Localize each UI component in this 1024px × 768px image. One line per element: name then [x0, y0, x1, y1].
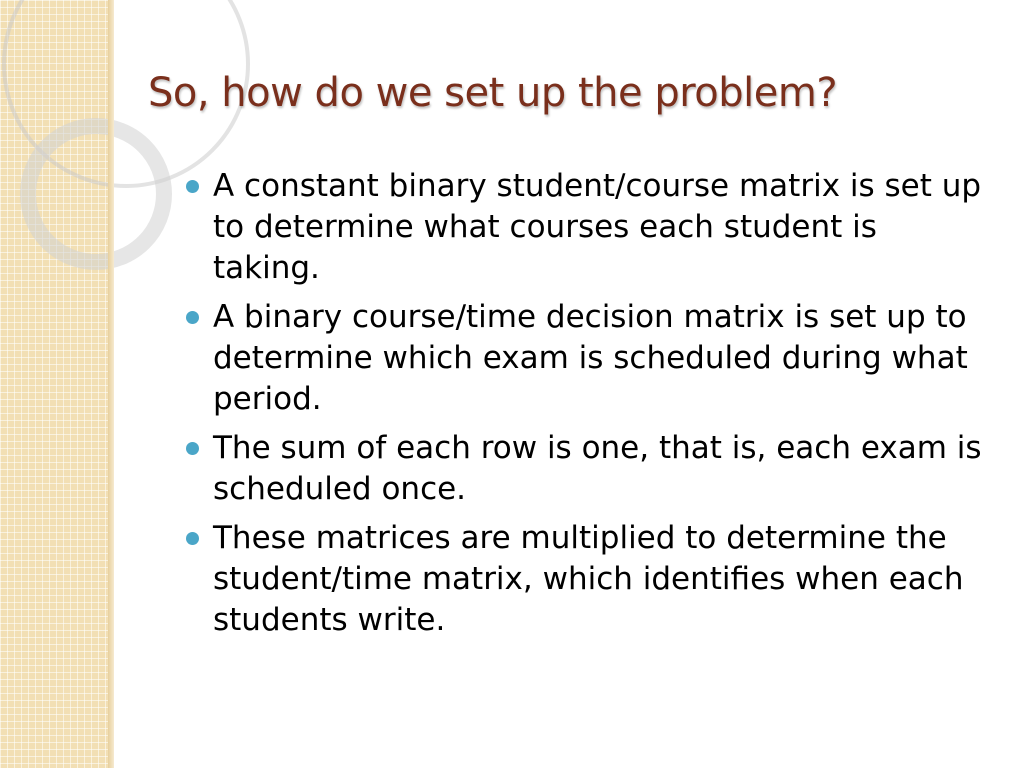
bullet-item	[186, 518, 986, 641]
bullet-list	[186, 166, 986, 649]
bullet-item	[186, 297, 986, 420]
bullet-dot-icon	[186, 442, 199, 455]
bullet-item	[186, 166, 986, 289]
bullet-text: The sum of each row is one, that is, each exam is scheduled once.	[213, 430, 982, 507]
bullet-item	[186, 428, 986, 510]
bullet-dot-icon	[186, 311, 199, 324]
side-panel-edge	[108, 0, 114, 768]
decorative-ring	[20, 118, 172, 270]
decorative-side-panel	[0, 0, 108, 768]
slide-title: So, how do we set up the problem?	[148, 70, 838, 116]
bullet-text: These matrices are multiplied to determine the student/time matrix, which identifies when each students write.	[213, 520, 964, 638]
bullet-dot-icon	[186, 180, 199, 193]
bullet-text: A binary course/time decision matrix is set up to determine which exam is scheduled during what period.	[213, 299, 968, 417]
bullet-text: A constant binary student/course matrix is set up to determine what courses each student is taking.	[213, 168, 982, 286]
bullet-dot-icon	[186, 532, 199, 545]
